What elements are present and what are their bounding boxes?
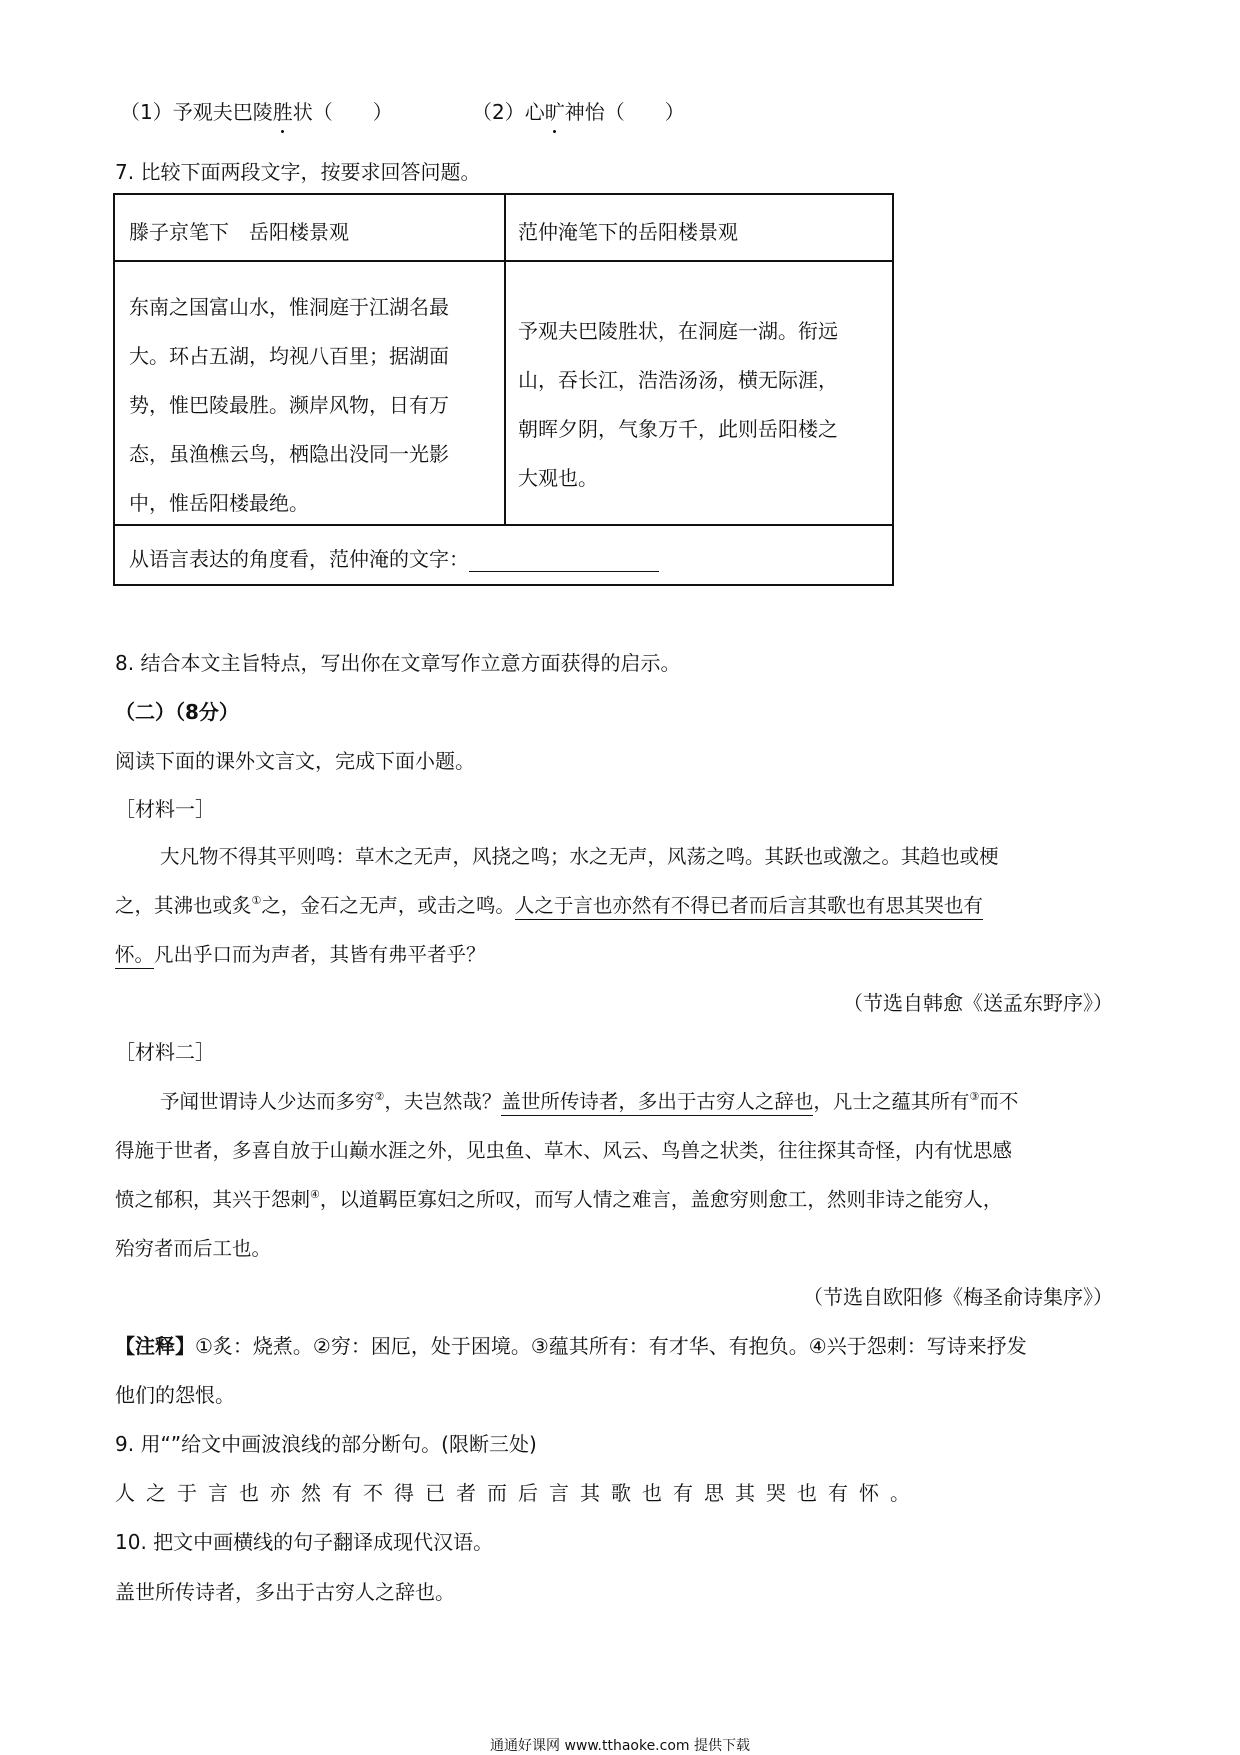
q10-stem: 10. 把文中画横线的句子翻译成现代汉语。 [115,1530,494,1554]
q6-item-1-blank: 状（ ） [292,100,393,124]
right-text-line: 山，吞长江，浩浩汤汤，横无际涯， [518,368,838,392]
q10-sentence: 盖世所传诗者，多出于古穷人之辞也。 [115,1580,455,1604]
right-text-line: 大观也。 [518,466,598,490]
left-text-line: 中，惟岳阳楼最绝。 [129,491,309,515]
table-vertical-divider [504,195,506,524]
material-2-text: ，以道羁臣寡妇之所叹，而写人情之难言，盖愈穷则愈工，然则非诗之能穷人， [319,1188,1003,1211]
material-1-text: 凡出乎口而为声者，其皆有弗平者乎？ [154,943,486,966]
q6-item-1-text: （1）予观夫巴陵 [120,100,273,124]
notes-text: ①炙：烧煮。②穷：困厄，处于困境。③蕴其所有：有才华、有抱负。④兴于怨刺：写诗来抒发 [195,1334,1027,1358]
q6-item-2-dotted-char: 旷 [544,100,565,124]
answer-blank[interactable] [469,553,659,572]
section-2-intro: 阅读下面的课外文言文，完成下面小题。 [115,749,475,773]
left-text-line: 势，惟巴陵最胜。濒岸风物，日有万 [129,393,449,417]
notes-label: 【注释】 [115,1334,195,1358]
underlined-sentence: 盖世所传诗者，多出于古穷人之辞也 [501,1090,813,1116]
material-2-text: 予闻世谓诗人少达而多穷 [160,1090,375,1113]
table-header-divider [115,260,892,262]
material-1-line-1: 大凡物不得其平则鸣：草木之无声，风挠之鸣；水之无声，风荡之鸣。其跃也或激之。其趋也或梗 [160,845,999,868]
material-2-line-4: 殆穷者而后工也。 [115,1237,272,1260]
footnote-marker-4: ④ [310,1188,320,1201]
q6-item-2-text: （2）心 [472,100,545,124]
page-footer: 通通好课网 www.tthaoke.com 提供下载 [490,1738,750,1754]
table-footer-prompt: 从语言表达的角度看，范仲淹的文字： [129,547,469,571]
material-2-source: （节选自欧阳修《梅圣俞诗集序》） [803,1285,1113,1309]
wavy-underlined-sentence-end: 怀。 [115,943,154,969]
material-1-source: （节选自韩愈《送孟东野序》） [843,991,1113,1015]
section-2-heading: （二）（8分） [115,700,239,724]
table-left-text [129,283,449,528]
comparison-table [113,193,894,586]
q9-sentence: 人之于言也亦然有不得已者而后言其歌也有思其哭也有怀。 [115,1481,921,1505]
right-text-line: 予观夫巴陵胜状，在洞庭一湖。衔远 [518,319,838,343]
material-2-text: 愤之郁积，其兴于怨刺 [115,1188,311,1211]
material-2-text: ，凡士之蕴其所有 [813,1090,970,1113]
table-right-text [518,307,838,503]
table-header-left: 滕子京笔下 岳阳楼景观 [129,220,349,244]
wavy-underlined-sentence: 人之于言也亦然有不得已者而后言其歌也有思其哭也有 [515,894,983,920]
footnote-marker-1: ① [251,894,262,907]
q6-item-2-blank: 神怡（ ） [564,100,685,124]
material-2-text: 而不 [979,1090,1019,1113]
q6-item-2 [472,100,685,124]
footnote-marker-2: ② [374,1090,385,1103]
q6-item-1-dotted-char: 胜 [272,100,293,124]
q8-stem: 8. 结合本文主旨特点，写出你在文章写作立意方面获得的启示。 [115,651,681,675]
right-text-line: 朝晖夕阴，气象万千，此则岳阳楼之 [518,417,838,441]
material-2-line-2: 得施于世者，多喜自放于山巅水涯之外，见虫鱼、草木、风云、鸟兽之状类，往往探其奇怪，内有忧思感 [115,1139,1013,1162]
material-1-line-3 [115,943,486,966]
left-text-line: 东南之国富山水，惟洞庭于江湖名最 [129,295,449,319]
table-header-right: 范仲淹笔下的岳阳楼景观 [518,220,738,244]
material-2-label: ［材料二］ [115,1040,215,1064]
material-2-text: ，夫岂然哉？ [384,1090,502,1113]
left-text-line: 态，虽渔樵云鸟，栖隐出没同一光影 [129,442,449,466]
material-1-label: ［材料一］ [115,797,215,821]
material-2-line-3 [115,1188,1002,1211]
material-1-text: 之，金石之无声，或击之鸣。 [261,894,515,917]
material-2-line-1 [160,1090,1018,1113]
q7-stem: 7. 比较下面两段文字，按要求回答问题。 [115,160,481,184]
notes-line-2: 他们的怨恨。 [115,1383,235,1407]
notes-line-1 [115,1334,1027,1358]
table-footer-row [129,543,659,572]
left-text-line: 大。环占五湖，均视八百里；据湖面 [129,344,449,368]
q6-item-1 [120,100,393,124]
q9-stem: 9. 用“”给文中画波浪线的部分断句。(限断三处) [115,1432,537,1456]
material-1-text: 之，其沸也或炙 [115,894,252,917]
footnote-marker-3: ③ [969,1090,980,1103]
material-1-line-2 [115,894,983,917]
